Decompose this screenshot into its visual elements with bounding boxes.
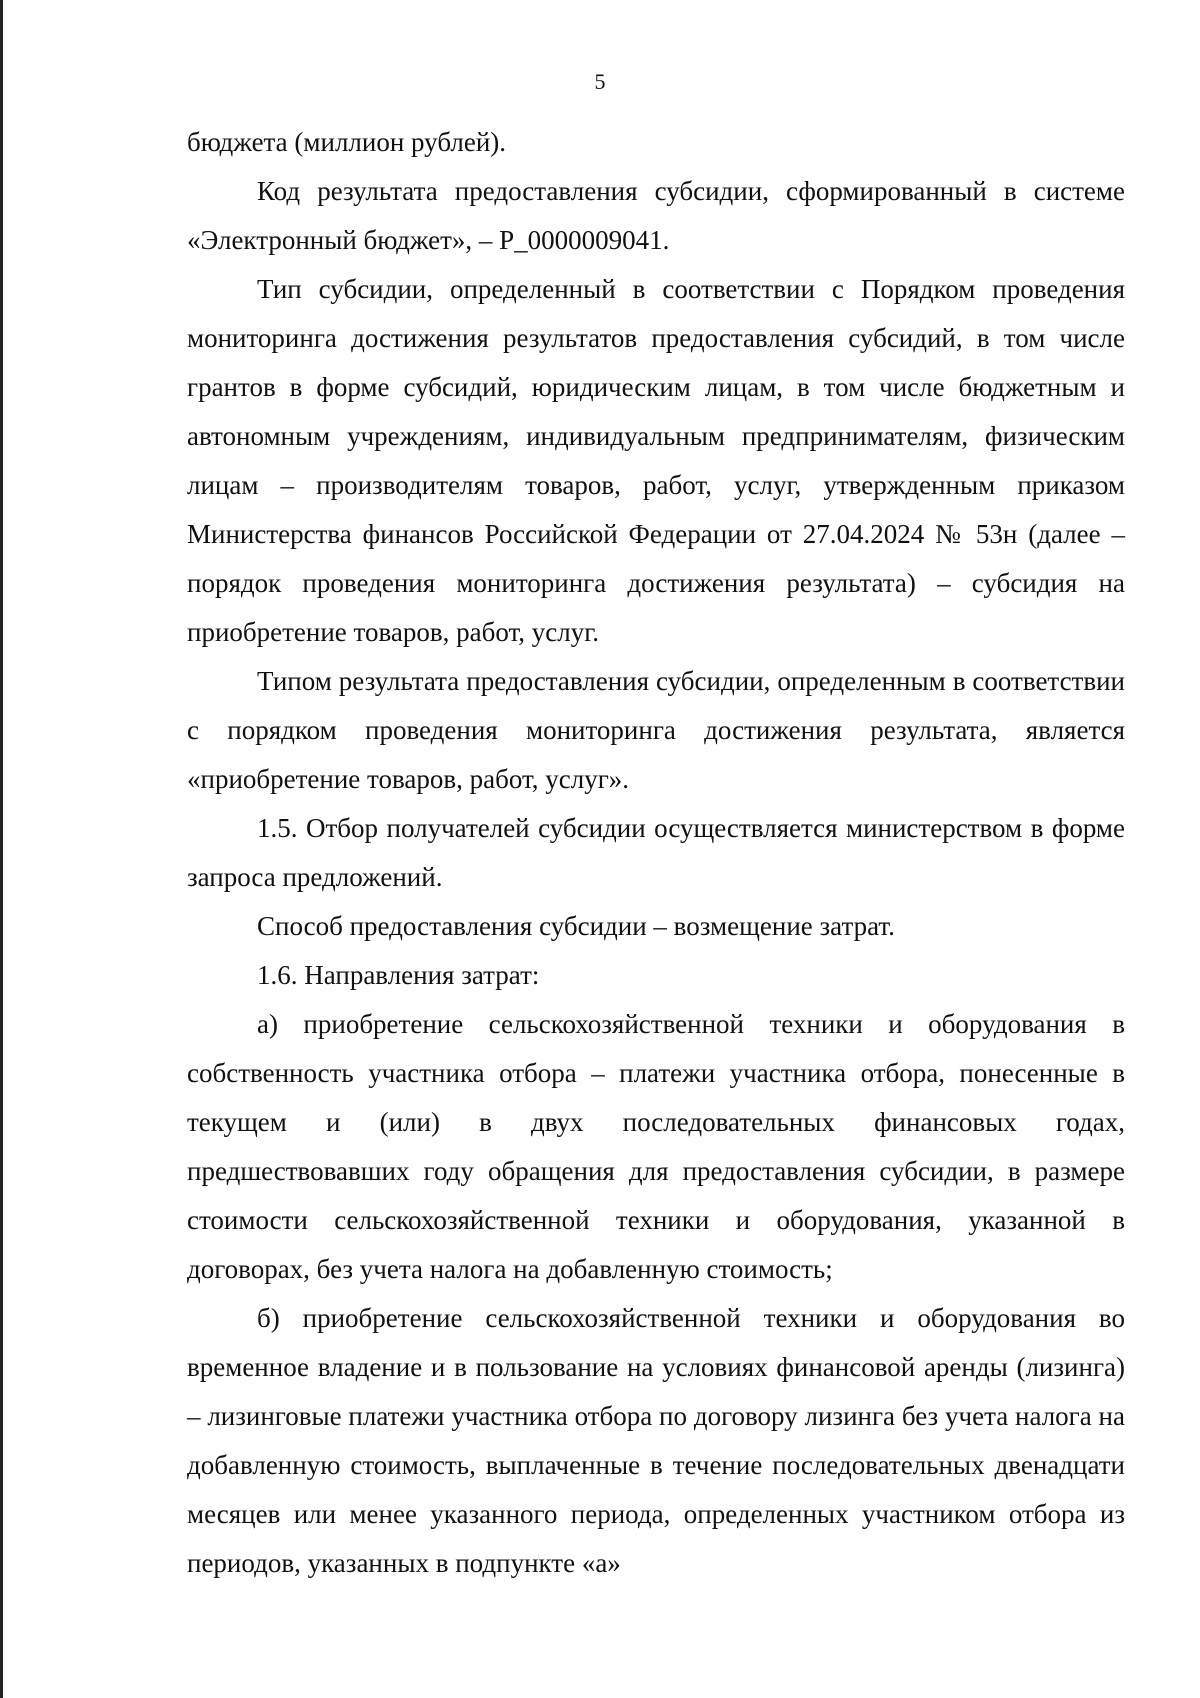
paragraph-item-a: а) приобретение сельскохозяйственной техники и оборудования в собственность участника отбора – платежи участника отбора, понесенные в текущем и (или) в двух последовательных финансовых годах, предшествовавших году обращения для предоставления субсидии, в размере стоимости сельскохозяйственной техники и оборудования, указанной в договорах, без учета налога на добавленную стоимость;	[187, 1009, 1125, 1284]
paragraph-subsidy-type: Тип субсидии, определенный в соответствии с Порядком проведения мониторинга достижения результатов предоставления субсидий, в том числе грантов в форме субсидий, юридическим лицам, в том числе бюджетным и автономным учреждениям, индивидуальным предпринимателям, физическим лицам – производителям товаров, работ, услуг, утвержденным приказом Министерства финансов Российской Федерации от 27.04.2024 № 53н (далее – порядок проведения мониторинга достижения результата) – субсидия на приобретение товаров, работ, услуг.	[187, 274, 1125, 647]
page-number: 5	[594, 69, 606, 94]
paragraph-item-b: б) приобретение сельскохозяйственной техники и оборудования во временное владение и в пользование на условиях финансовой аренды (лизинга) – лизинговые платежи участника отбора по договору лизинга без учета налога на добавленную стоимость, выплаченные в течение последовательных двенадцати месяцев или менее указанного периода, определенных участником отбора из периодов, указанных в подпункте «а»	[187, 1303, 1125, 1578]
paragraph-result-type: Типом результата предоставления субсидии, определенным в соответствии с порядком проведения мониторинга достижения результата, является «приобретение товаров, работ, услуг».	[187, 666, 1125, 794]
paragraph-provision-method: Способ предоставления субсидии – возмещение затрат.	[257, 911, 895, 941]
paragraph-1-6-heading: 1.6. Направления затрат:	[257, 960, 540, 990]
paragraph-1-5-selection: 1.5. Отбор получателей субсидии осуществляется министерством в форме запроса предложений.	[187, 813, 1125, 892]
paragraph-budget-unit: бюджета (миллион рублей).	[187, 127, 507, 157]
paragraph-result-code: Код результата предоставления субсидии, сформированный в системе «Электронный бюджет», – Р_0000009041.	[187, 176, 1125, 255]
document-body	[187, 118, 1125, 1588]
scan-edge	[0, 0, 3, 1698]
